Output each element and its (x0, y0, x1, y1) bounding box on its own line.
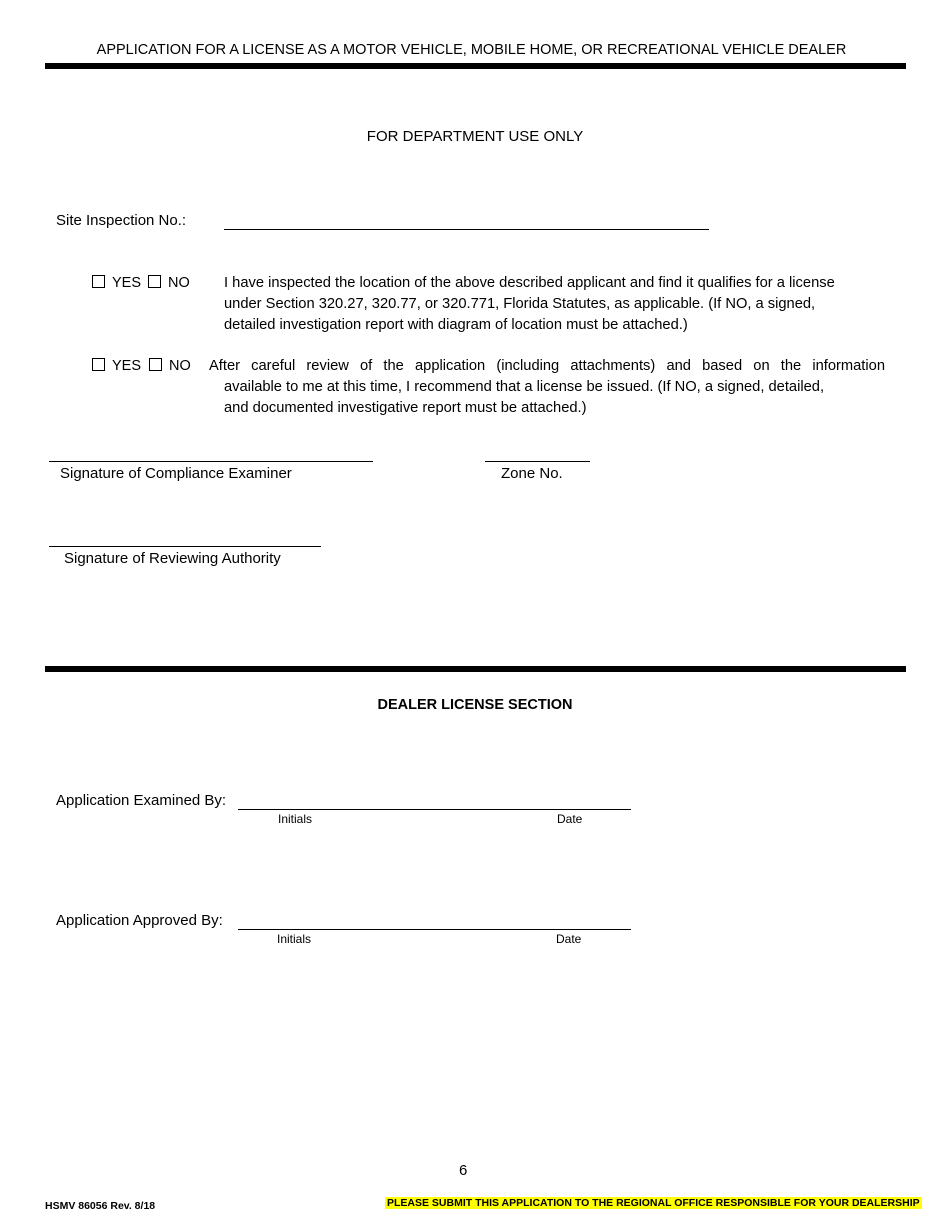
statement1-no-checkbox[interactable] (148, 275, 161, 288)
approved-initials-label: Initials (277, 932, 312, 946)
statement1-yes-checkbox[interactable] (92, 275, 105, 288)
form-code: HSMV 86056 Rev. 8/18 (45, 1200, 156, 1212)
form-title: APPLICATION FOR A LICENSE AS A MOTOR VEHICLE, MOBILE HOME, OR RECREATIONAL VEHICLE DEALER (96, 42, 847, 58)
statement1-text: I have inspected the location of the above described applicant and find it qualifies for a license under Section 320.27, 320.77, or 320.771, Florida Statutes, as applicable. (If NO, a signed, detailed investigation report with diagram of location must be attached.) (224, 275, 835, 333)
reviewing-signature-label: Signature of Reviewing Authority (64, 550, 281, 567)
zone-line[interactable] (485, 461, 590, 462)
statement1-yes-label: YES (112, 275, 142, 291)
site-inspection-label: Site Inspection No.: (56, 212, 187, 229)
examined-by-field[interactable] (238, 809, 631, 810)
zone-label: Zone No. (501, 465, 563, 482)
header-rule (45, 63, 906, 69)
statement2-no-checkbox[interactable] (149, 358, 162, 371)
dealer-section-title: DEALER LICENSE SECTION (377, 697, 573, 713)
submission-notice: PLEASE SUBMIT THIS APPLICATION TO THE REGIONAL OFFICE RESPONSIBLE FOR YOUR DEALERSHIP (387, 1197, 920, 1209)
statement2-yes-checkbox[interactable] (92, 358, 105, 371)
examined-by-label: Application Examined By: (56, 792, 227, 809)
approved-by-field[interactable] (238, 929, 631, 930)
approved-by-label: Application Approved By: (56, 912, 223, 929)
statement1-no-label: NO (168, 275, 190, 291)
compliance-signature-label: Signature of Compliance Examiner (60, 465, 292, 482)
section-rule (45, 666, 906, 672)
statement2-no-label: NO (169, 358, 191, 374)
site-inspection-field[interactable] (224, 229, 709, 230)
statement2-yes-label: YES (112, 358, 142, 374)
approved-date-label: Date (556, 932, 582, 946)
reviewing-signature-line[interactable] (49, 546, 321, 547)
examined-date-label: Date (557, 812, 583, 826)
page-number: 6 (459, 1162, 468, 1179)
statement2-text: available to me at this time, I recommend that a license be issued. (If NO, a signed, detailed, and documented investigative report must be attached.) (224, 379, 825, 416)
compliance-signature-line[interactable] (49, 461, 373, 462)
dept-section-title: FOR DEPARTMENT USE ONLY (366, 128, 584, 145)
statement2-line1: After careful review of the application (including attachments) and based on the information (209, 358, 885, 374)
examined-initials-label: Initials (278, 812, 313, 826)
